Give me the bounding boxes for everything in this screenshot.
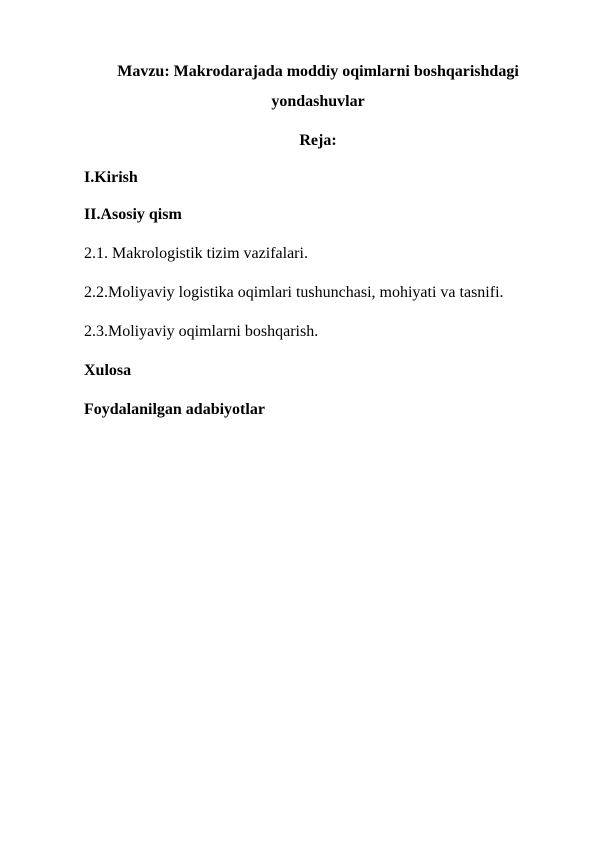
plan-item-main-part: II.Asosiy qism — [84, 206, 182, 223]
document-title-line-2: yondashuvlar — [271, 93, 365, 110]
plan-item-conclusion: Xulosa — [84, 362, 132, 379]
document-title-line-1: Mavzu: Makrodarajada moddiy oqimlarni boshqarishdagi — [117, 63, 519, 80]
plan-item-2-1: 2.1. Makrologistik tizim vazifalari. — [84, 245, 308, 262]
plan-item-2-2: 2.2.Moliyaviy logistika oqimlari tushunchasi, mohiyati va tasnifi. — [84, 284, 504, 301]
plan-heading: Reja: — [299, 132, 337, 149]
plan-item-introduction: I.Kirish — [84, 169, 138, 186]
plan-item-2-3: 2.3.Moliyaviy oqimlarni boshqarish. — [84, 323, 319, 340]
plan-item-references: Foydalanilgan adabiyotlar — [84, 401, 265, 418]
